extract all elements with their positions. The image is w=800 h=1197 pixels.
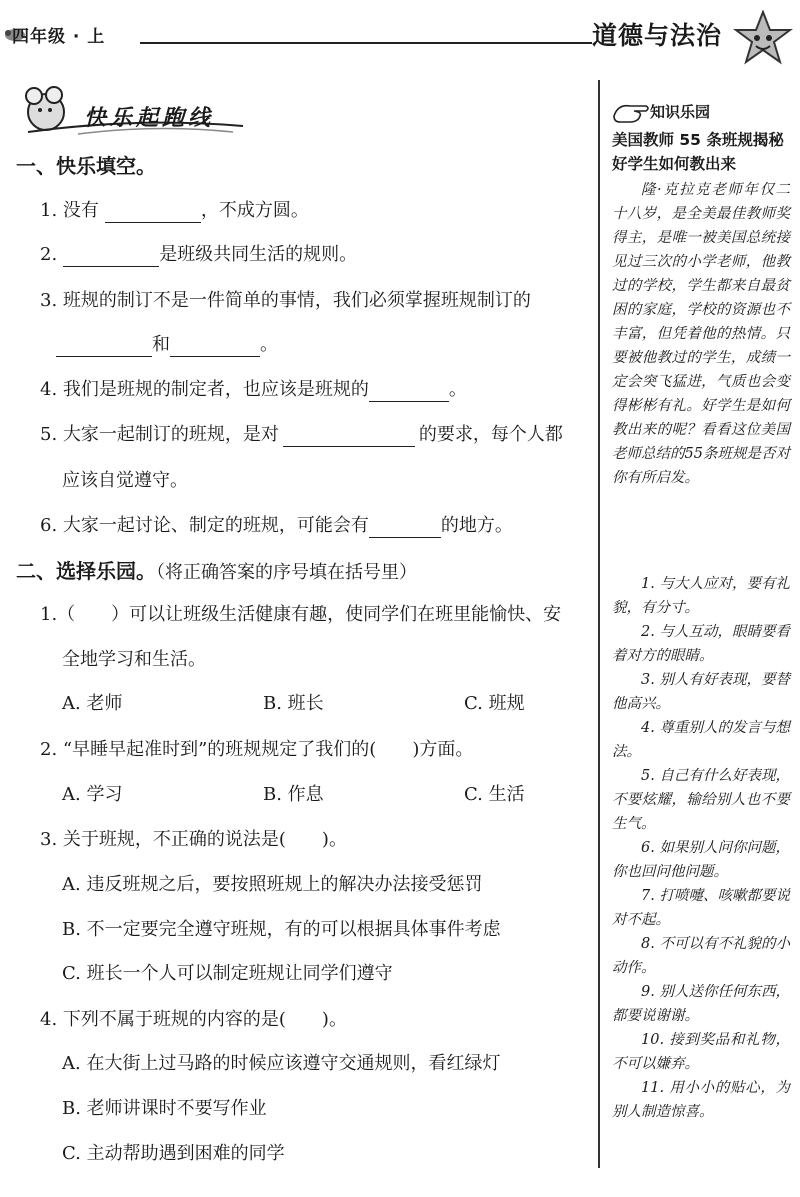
option-c[interactable]: C. 班长一个人可以制定班规让同学们遵守 (62, 963, 393, 984)
fill-question-5-cont: 应该自觉遵守。 (62, 470, 188, 491)
choice-question-2: 2. “早睡早起准时到”的班规规定了我们的( )方面。 (40, 739, 474, 760)
choice-question-3: 3. 关于班规，不正确的说法是( )。 (40, 829, 347, 850)
section2-note: （将正确答案的序号填在括号里） (156, 562, 417, 583)
sidebar-rules-list (612, 572, 790, 1124)
option-a[interactable]: A. 老师 (62, 693, 123, 714)
option-b[interactable]: B. 作息 (263, 784, 324, 805)
option-a[interactable]: A. 违反班规之后，要按照班规上的解决办法接受惩罚 (62, 874, 483, 895)
rule-item: 8. 不可以有不礼貌的小动作。 (612, 936, 790, 976)
fill-question-6: 6. 大家一起讨论、制定的班规，可能会有 的地方。 (40, 515, 513, 536)
fill-question-3-cont: 和 。 (56, 333, 278, 357)
column-divider (598, 80, 600, 1168)
page-header (0, 0, 800, 80)
answer-blank[interactable] (283, 426, 415, 447)
option-a[interactable]: A. 学习 (62, 784, 123, 805)
fill-question-3: 3. 班规的制订不是一件简单的事情，我们必须掌握班规制订的 (40, 290, 531, 311)
rule-item: 9. 别人送你任何东西，都要说谢谢。 (612, 984, 790, 1024)
sidebar-intro-text: 隆·克拉克老师年仅二十八岁，是全美最佳教师奖得主，是唯一被美国总统接见过三次的小学老师，他教过的学校，学生都来自最贫困的家庭，学校的资源也不丰富，但凭着他的热情。只要被他教过的学生，成绩一定会突飞猛进，气质也会变得彬彬有礼。好学生是如何教出来的呢？看看这位美国老师总结的55条班规是否对你有所启发。 (612, 182, 790, 486)
fill-question-5: 5. 大家一起制订的班规，是对 的要求，每个人都 (40, 424, 563, 445)
section1-title: 一、快乐填空。 (16, 154, 156, 178)
rule-item: 3. 别人有好表现，要替他高兴。 (612, 672, 790, 712)
option-c[interactable]: C. 生活 (464, 784, 525, 805)
fill-question-4: 4. 我们是班规的制定者，也应该是班规的 。 (40, 379, 467, 400)
rule-item: 5. 自己有什么好表现，不要炫耀，输给别人也不要生气。 (612, 768, 790, 832)
choice-question-1-cont: 全地学习和生活。 (62, 649, 206, 670)
answer-blank[interactable] (63, 246, 159, 267)
option-b[interactable]: B. 不一定要完全遵守班规，有的可以根据具体事件考虑 (62, 919, 501, 940)
answer-blank[interactable] (369, 517, 441, 538)
choice-question-4: 4. 下列不属于班规的内容的是( )。 (40, 1009, 347, 1030)
choice-question-1: 1.（ ）可以让班级生活健康有趣，使同学们在班里能愉快、安 (40, 604, 562, 625)
rule-item: 4. 尊重别人的发言与想法。 (612, 720, 790, 760)
star-mascot-icon (733, 10, 793, 70)
sidebar-intro (612, 178, 790, 490)
rule-item: 1. 与大人应对，要有礼貌，有分寸。 (612, 576, 790, 616)
grade-label: 四年级 · 上 (12, 27, 106, 47)
section2-title: 二、选择乐园。（将正确答案的序号填在括号里） (16, 559, 417, 583)
fill-question-1: 1. 没有 ，不成方圆。 (40, 200, 309, 221)
sidebar-label: 知识乐园 (650, 103, 711, 121)
option-c[interactable]: C. 主动帮助遇到困难的同学 (62, 1143, 285, 1164)
header-rule (140, 42, 592, 44)
answer-blank[interactable] (170, 336, 260, 357)
pointing-hand-icon (614, 106, 648, 122)
rule-item: 2. 与人互动，眼睛要看着对方的眼睛。 (612, 624, 790, 664)
subject-title: 道德与法治 (592, 21, 723, 50)
rule-item: 11. 用小小的贴心，为别人制造惊喜。 (612, 1080, 790, 1120)
rule-item: 7. 打喷嚏、咳嗽都要说对不起。 (612, 888, 790, 928)
rule-item: 6. 如果别人问你问题，你也回问他问题。 (612, 840, 790, 880)
sidebar-title: 美国教师 55 条班规揭秘好学生如何教出来 (612, 131, 784, 173)
answer-blank[interactable] (369, 381, 449, 402)
option-a[interactable]: A. 在大街上过马路的时候应该遵守交通规则，看红绿灯 (62, 1053, 501, 1074)
answer-blank[interactable] (56, 336, 152, 357)
option-c[interactable]: C. 班规 (464, 693, 525, 714)
rule-item: 10. 接到奖品和礼物，不可以嫌弃。 (612, 1032, 790, 1072)
option-b[interactable]: B. 老师讲课时不要写作业 (62, 1098, 267, 1119)
answer-blank[interactable] (105, 202, 201, 223)
banner-title: 快乐起跑线 (84, 106, 215, 131)
fill-question-2: 2. 是班级共同生活的规则。 (40, 244, 358, 265)
option-b[interactable]: B. 班长 (263, 693, 324, 714)
